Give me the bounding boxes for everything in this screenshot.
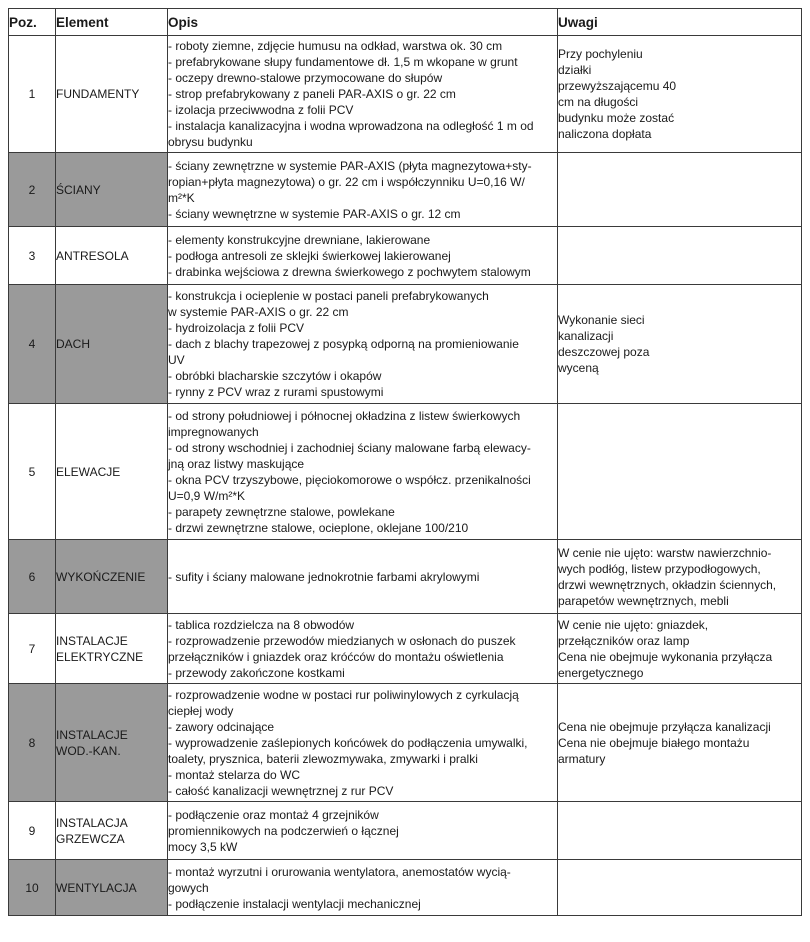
element-name-line: DACH: [56, 337, 91, 351]
description-line: - od strony wschodniej i zachodniej ściany malowane farbą elewacy-: [168, 440, 531, 455]
notes-line: Cena nie obejmuje białego montażu: [558, 735, 750, 750]
row-number: 8: [9, 684, 56, 802]
element-name: [56, 227, 168, 285]
element-name-line: INSTALACJE: [56, 727, 128, 742]
description-line: - dach z blachy trapezowej z posypką odporną na promieniowanie: [168, 337, 519, 351]
description-line: - przewody zakończone kostkami: [168, 665, 345, 680]
description-line: - rozprowadzenie wodne w postaci rur poliwinylowych z cyrkulacją: [168, 687, 519, 702]
description-line: - okna PCV trzyszybowe, pięciokomorowe o współcz. przenikalności: [168, 472, 531, 487]
element-name: [56, 860, 168, 916]
element-name: [56, 540, 168, 614]
table-row: [9, 860, 802, 916]
table-row: [9, 684, 802, 802]
notes-line: Wykonanie sieci: [558, 313, 645, 327]
notes-line: parapetów wewnętrznych, mebli: [558, 593, 729, 608]
description-line: - ściany zewnętrzne w systemie PAR-AXIS (płyta magnezytowa+sty-: [168, 158, 532, 173]
description-line: - drabinka wejściowa z drewna świerkowego z pochwytem stalowym: [168, 264, 531, 279]
description-line: jną oraz listwy maskujące: [168, 456, 305, 471]
description-line: - ściany wewnętrzne w systemie PAR-AXIS o gr. 12 cm: [168, 206, 461, 221]
element-name-line: INSTALACJA: [56, 815, 128, 830]
notes-line: budynku może zostać: [558, 111, 675, 125]
element-name: [56, 802, 168, 860]
description-cell: [168, 860, 558, 916]
specification-table: [8, 8, 802, 916]
description-line: U=0,9 W/m²*K: [168, 488, 246, 503]
description-line: - rynny z PCV wraz z rurami spustowymi: [168, 385, 384, 399]
element-name: [56, 404, 168, 540]
description-line: mocy 3,5 kW: [168, 839, 238, 854]
notes-line: energetycznego: [558, 665, 644, 680]
element-name: [56, 153, 168, 227]
table-row: [9, 540, 802, 614]
description-line: UV: [168, 353, 185, 367]
description-cell: [168, 285, 558, 404]
element-name: [56, 36, 168, 153]
description-line: - strop prefabrykowany z paneli PAR-AXIS o gr. 22 cm: [168, 87, 456, 101]
description-line: ciepłej wody: [168, 703, 234, 718]
description-line: - rozprowadzenie przewodów miedzianych w osłonach do puszek: [168, 633, 516, 648]
element-name: [56, 684, 168, 802]
notes-cell: [558, 684, 802, 802]
header-opis: Opis: [168, 9, 558, 36]
description-line: - prefabrykowane słupy fundamentowe dł. 1,5 m wkopane w grunt: [168, 55, 518, 69]
row-number: 1: [9, 36, 56, 153]
table-row: [9, 227, 802, 285]
notes-line: armatury: [558, 751, 606, 766]
description-line: ropian+płyta magnezytowa) o gr. 22 cm i współczynniku U=0,16 W/: [168, 174, 525, 189]
description-line: obrysu budynku: [168, 135, 253, 149]
description-line: - drzwi zewnętrzne stalowe, ocieplone, oklejane 100/210: [168, 520, 469, 535]
row-number: 10: [9, 860, 56, 916]
description-cell: [168, 404, 558, 540]
description-line: - elementy konstrukcyjne drewniane, lakierowane: [168, 232, 431, 247]
notes-line: Cena nie obejmuje przyłącza kanalizacji: [558, 719, 771, 734]
table-row: [9, 153, 802, 227]
description-line: - podłączenie oraz montaż 4 grzejników: [168, 807, 379, 822]
notes-line: deszczowej poza: [558, 345, 650, 359]
row-number: 6: [9, 540, 56, 614]
element-name-line: WOD.-KAN.: [56, 743, 121, 758]
description-line: - oczepy drewno-stalowe przymocowane do słupów: [168, 71, 443, 85]
row-number: 9: [9, 802, 56, 860]
table-row: [9, 285, 802, 404]
element-name-line: INSTALACJE: [56, 633, 128, 648]
description-cell: [168, 802, 558, 860]
table-body: [9, 36, 802, 916]
notes-line: Cena nie obejmuje wykonania przyłącza: [558, 649, 773, 664]
description-cell: [168, 684, 558, 802]
table-row: [9, 36, 802, 153]
element-name-line: ELEKTRYCZNE: [56, 649, 144, 664]
description-cell: [168, 153, 558, 227]
description-line: przełączników i gniazdek oraz króćców do montażu oświetlenia: [168, 649, 504, 664]
table-row: [9, 614, 802, 684]
notes-cell: [558, 36, 802, 153]
description-line: - instalacja kanalizacyjna i wodna wprowadzona na odległość 1 m od: [168, 119, 534, 133]
header-uwagi: Uwagi: [558, 9, 802, 36]
description-line: - od strony południowej i północnej okładzina z listew świerkowych: [168, 408, 521, 423]
element-name-line: ŚCIANY: [56, 182, 101, 197]
description-line: - izolacja przeciwwodna z folii PCV: [168, 103, 354, 117]
description-line: - zawory odcinające: [168, 719, 275, 734]
description-line: m²*K: [168, 190, 195, 205]
description-line: - podłoga antresoli ze sklejki świerkowej lakierowanej: [168, 248, 451, 263]
description-line: - hydroizolacja z folii PCV: [168, 321, 305, 335]
description-line: w systemie PAR-AXIS o gr. 22 cm: [168, 305, 349, 319]
header-row: [9, 9, 802, 36]
row-number: 2: [9, 153, 56, 227]
notes-line: W cenie nie ujęto: gniazdek,: [558, 617, 709, 632]
row-number: 3: [9, 227, 56, 285]
notes-cell: [558, 802, 802, 860]
notes-line: przewyższającemu 40: [558, 79, 677, 93]
notes-line: cm na długości: [558, 95, 639, 109]
description-line: - roboty ziemne, zdjęcie humusu na odkład, warstwa ok. 30 cm: [168, 39, 503, 53]
table-row: [9, 404, 802, 540]
notes-cell: [558, 404, 802, 540]
description-line: - sufity i ściany malowane jednokrotnie farbami akrylowymi: [168, 569, 480, 584]
notes-cell: [558, 285, 802, 404]
description-line: - wyprowadzenie zaślepionych końcówek do podłączenia umywalki,: [168, 735, 528, 750]
element-name-line: WYKOŃCZENIE: [56, 569, 146, 584]
description-line: - konstrukcja i ocieplenie w postaci paneli prefabrykowanych: [168, 289, 489, 303]
notes-line: drzwi wewnętrznych, okładzin ściennych,: [558, 577, 777, 592]
element-name-line: FUNDAMENTY: [56, 87, 140, 101]
element-name-line: GRZEWCZA: [56, 831, 125, 846]
description-line: - montaż wyrzutni i orurowania wentylatora, anemostatów wycią-: [168, 864, 511, 879]
description-line: - całość kanalizacji wewnętrznej z rur PCV: [168, 783, 394, 798]
description-line: promiennikowych na podczerwień o łącznej: [168, 823, 399, 838]
notes-line: wych podłóg, listew przypodłogowych,: [558, 561, 761, 576]
element-name-line: WENTYLACJA: [56, 880, 137, 895]
notes-cell: [558, 227, 802, 285]
element-name: [56, 614, 168, 684]
description-line: impregnowanych: [168, 424, 259, 439]
description-cell: [168, 540, 558, 614]
notes-line: naliczona dopłata: [558, 127, 652, 141]
notes-line: przełączników oraz lamp: [558, 633, 690, 648]
description-line: gowych: [168, 880, 209, 895]
table-row: [9, 802, 802, 860]
row-number: 4: [9, 285, 56, 404]
element-name: [56, 285, 168, 404]
notes-line: działki: [558, 63, 592, 77]
notes-cell: [558, 540, 802, 614]
description-line: - montaż stelarza do WC: [168, 767, 301, 782]
description-line: - obróbki blacharskie szczytów i okapów: [168, 369, 382, 383]
notes-line: W cenie nie ujęto: warstw nawierzchnio-: [558, 545, 772, 560]
row-number: 5: [9, 404, 56, 540]
description-line: - parapety zewnętrzne stalowe, powlekane: [168, 504, 395, 519]
description-line: toalety, prysznica, baterii zlewozmywaka, zmywarki i pralki: [168, 751, 478, 766]
header-element: Element: [56, 9, 168, 36]
description-cell: [168, 614, 558, 684]
notes-cell: [558, 153, 802, 227]
description-cell: [168, 36, 558, 153]
notes-cell: [558, 860, 802, 916]
notes-line: kanalizacji: [558, 329, 614, 343]
notes-line: wyceną: [558, 361, 599, 375]
element-name-line: ANTRESOLA: [56, 248, 129, 263]
description-line: - tablica rozdzielcza na 8 obwodów: [168, 617, 355, 632]
element-name-line: ELEWACJE: [56, 464, 121, 479]
notes-line: Przy pochyleniu: [558, 47, 643, 61]
row-number: 7: [9, 614, 56, 684]
description-line: - podłączenie instalacji wentylacji mechanicznej: [168, 896, 421, 911]
notes-cell: [558, 614, 802, 684]
description-cell: [168, 227, 558, 285]
header-poz: Poz.: [9, 9, 56, 36]
